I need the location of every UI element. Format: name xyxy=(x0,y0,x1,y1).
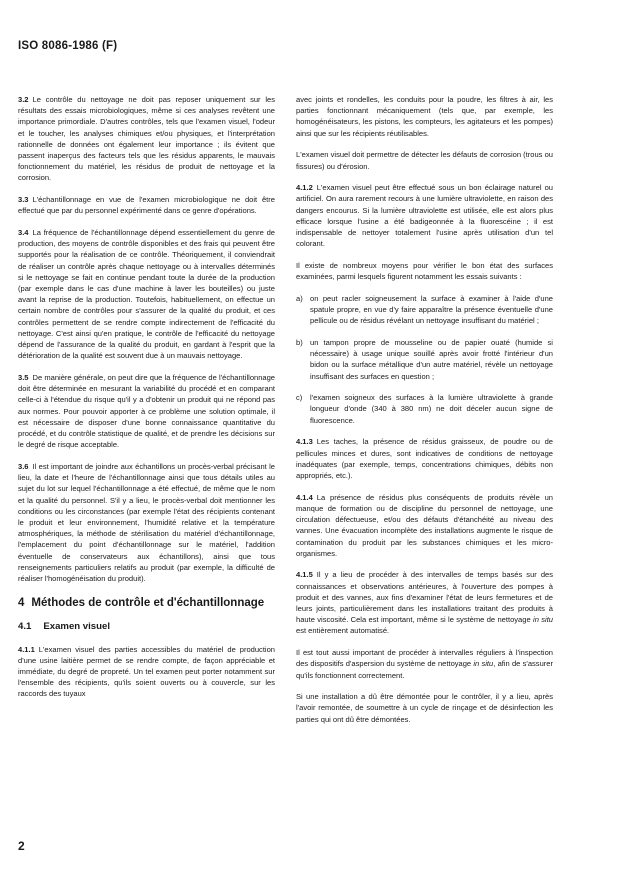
clause-number: 3.4 xyxy=(18,228,29,238)
clause-number: 4.1.2 xyxy=(296,183,313,193)
paragraph-4-1-5 xyxy=(296,569,553,636)
list-item-a xyxy=(296,293,553,327)
clause-number: 4.1.1 xyxy=(18,644,35,654)
list-label: c) xyxy=(296,393,303,403)
paragraph-3-3 xyxy=(18,194,275,216)
paragraph-3-2 xyxy=(18,94,275,184)
page-number: 2 xyxy=(18,839,25,853)
clause-number: 3.2 xyxy=(18,95,29,104)
clause-text: Le contrôle du nettoyage ne doit pas reposer uniquement sur les résultats des essais microbiologiques, même si ces analyses revêtent une importance primordiale. D'autres contrôles, tels que l'examen visuel, l'odeur et le toucher, les analyses chimiques et/ou physiques, et l'interprétation rationnelle de données ont également leur importance ; ils évitent que passent inaperçus des facteurs tels que les résidus apparents, le mauvais fonctionnement du matériel, les résidus de produit de nettoyage et la corrosion. xyxy=(18,95,275,183)
paragraph-4-1-3 xyxy=(296,436,553,481)
paragraph-3-5 xyxy=(18,372,275,450)
paragraph-4-1-1-continued: avec joints et rondelles, les conduits pour la poudre, les filtres à air, les parties fonctionnant mécaniquement (tels que, par exemple, les homogénéisateurs, les pistons, les compteurs, les agitateurs et les pompes) ainsi que sur les récipients réutilisables. xyxy=(296,95,553,138)
clause-text: L'examen visuel des parties accessibles du matériel de production d'une usine laitière permet de se rendre compte, de façon appréciable et immédiate, du degré de propreté. Un tel examen peut porter notamment sur l'ensemble des récipients, qu'ils soient ouverts ou à couvercle, sur les raccords des tuyaux xyxy=(18,644,275,699)
clause-text: De manière générale, on peut dire que la fréquence de l'échantillonnage doit être déterminée en mesurant la variabilité du procédé et en comparant celle-ci à l'étendue du risque qu'il y a d'obtenir un produit qui ne répond pas aux normes. Pour pouvoir apporter à ce problème une solution optimale, il est nécessaire de disposer d'une bonne connaissance quantitative du procédé, et du contrôle statistique de qualité, et de prendre les décisions sur le degré de risque acceptable. xyxy=(18,372,275,450)
clause-number: 4.1.3 xyxy=(296,437,313,447)
left-column xyxy=(18,94,275,710)
clause-number: 4.1.4 xyxy=(296,492,313,502)
list-label: b) xyxy=(296,337,303,347)
clause-italic: in situ xyxy=(473,659,494,669)
paragraph-4-1-5-inspection xyxy=(296,647,553,681)
right-column xyxy=(296,94,553,735)
list-item-c xyxy=(296,392,553,426)
clause-text: Les taches, la présence de résidus graisseux, de poudre ou de pellicules minces et dures, sont indicatives de conditions de nettoyage inadéquates (par exemple, temps, concentrations chimiques, débits non appropriés, etc.). xyxy=(296,437,553,480)
list-text: on peut racler soigneusement la surface à examiner à l'aide d'une spatule propre, en vue d'y faire apparaître la présence éventuelle d'une pellicule ou de résidus révélant un nettoyage insuffisant du matériel ; xyxy=(310,293,553,326)
clause-text-b: est entièrement automatisé. xyxy=(296,626,390,636)
paragraph-3-4 xyxy=(18,227,275,361)
clause-text-a: Il est tout aussi important de procéder à intervalles réguliers à l'inspection des dispositifs d'aspersion du système de nettoyage xyxy=(296,648,553,669)
list-label: a) xyxy=(296,293,303,303)
clause-text-b: , afin de s'assurer qu'ils fonctionnent correctement. xyxy=(296,659,553,680)
paragraph-4-1-5-reassembly: Si une installation a dû être démontée pour le contrôler, il y a lieu, après l'avoir remontée, de soumettre à un cycle de rinçage et de désinfection les parties qui ont dû être démontées. xyxy=(296,692,553,724)
list-text: l'examen soigneux des surfaces à la lumière ultraviolette à grande longueur d'onde (340 à 380 nm) ne doit déceler aucun signe de fluorescence. xyxy=(310,393,553,425)
clause-number: 3.3 xyxy=(18,195,29,205)
clause-number: 3.6 xyxy=(18,461,29,471)
section-number: 4 xyxy=(18,597,25,610)
clause-number: 3.5 xyxy=(18,372,29,382)
clause-text: L'échantillonnage en vue de l'examen microbiologique ne doit être effectué que par du personnel expérimenté dans ce genre d'opérations. xyxy=(18,195,275,216)
clause-text: L'examen visuel peut être effectué sous un bon éclairage naturel ou artificiel. On aura rarement recours à une lumière ultraviolette, en raison des dangers encourus. Si la lumière ultraviolette est utilisée, elle est alors plus efficace lorsque l'usine a été badigeonnée à la fluorescéine ; il est indispensable de nettoyer totalement l'usine après utilisation d'un tel colorant. xyxy=(296,183,553,249)
document-header: ISO 8086-1986 (F) xyxy=(18,40,118,52)
clause-text: La présence de résidus plus conséquents de produits révèle un manque de formation ou de discipline du personnel de nettoyage, une circulation défectueuse, et/ou des défauts d'étanchéité au niveau des vannes. Une évacuation incomplète des installations augmente le risque de contamination du produit par les substances chimiques et les micro-organismes. xyxy=(296,492,553,558)
paragraph-4-1-2 xyxy=(296,182,553,249)
paragraph-3-6 xyxy=(18,461,275,584)
paragraph-4-1-1-corrosion: L'examen visuel doit permettre de détecter les défauts de corrosion (trous ou fissures) ou d'érosion. xyxy=(296,150,553,171)
clause-text: Il est important de joindre aux échantillons un procès-verbal précisant le lieu, la date et l'heure de l'échantillonnage ainsi que tous détails utiles au sujet du lot sur lequel l'échantillonnage a été effectué, de même que le nom et la qualité du personnel. S'il y a lieu, le procès-verbal doit mentionner les conditions ou les circonstances (par exemple l'état des récipients contenant le produit et leur environnement, l'humidité relative et la température atmosphériques, la méthode de stérilisation du matériel d'échantillonnage, l'emplacement du point d'échantillonnage sur le matériel, l'addition éventuelle de conservateurs aux échantillons), ainsi que tous renseignements particuliers relatifs au produit (par exemple, la difficulté de réaliser l'homogénéisation du produit). xyxy=(18,461,275,583)
subsection-heading-4-1 xyxy=(18,621,275,632)
subsection-number: 4.1 xyxy=(18,621,32,633)
section-title-text: Méthodes de contrôle et d'échantillonnage xyxy=(31,597,265,610)
clause-text-a: Il y a lieu de procéder à des intervalles de temps basés sur des connaissances et observations antérieures, à l'ouverture des pompes à produit et des vannes, aux fins d'examiner l'état de leurs fermetures et de leurs joints, particulièrement dans les installations traitant des produits à haute viscosité. Cela est important, même si le système de nettoyage xyxy=(296,570,553,625)
clause-italic: in situ xyxy=(533,615,553,625)
paragraph-4-1-2-tests-intro: Il existe de nombreux moyens pour vérifier le bon état des surfaces examinées, parmi lesquels figurent notamment les essais suivants : xyxy=(296,260,553,282)
paragraph-4-1-1 xyxy=(18,644,275,700)
list-text: un tampon propre de mousseline ou de papier ouaté (humide si nécessaire) à usage unique souillé après avoir frotté l'intérieur d'un bidon ou la surface métallique d'un autre matériel, révèle un nettoyage insuffisant des surfaces en question ; xyxy=(310,337,553,381)
subsection-title-text: Examen visuel xyxy=(43,621,111,633)
clause-number: 4.1.5 xyxy=(296,570,313,580)
clause-text: La fréquence de l'échantillonnage dépend essentiellement du genre de production, des moyens de contrôle disponibles et des frais qui peuvent être supportés pour la réalisation de ce contrôle. Théoriquement, il conviendrait de réaliser un contrôle après chaque nettoyage ou à intervalles déterminés si le nettoyage se fait en continue pendant toute la durée de la production (par exemple dans le cas d'une machine à laver les bouteilles) ou juste avant la reprise de la production. Toutefois, habituellement, on effectue un certain nombre de contrôles pour s'assurer de la qualité du produit, et ces contrôles permettent de se rendre compte indirectement de l'efficacité du nettoyage. C'est ainsi qu'en pratique, le contrôle de l'efficacité du nettoyage dépend de l'assurance de la qualité du produit, en gardant à l'esprit que la détérioration de la qualité est souvent due à un mauvais nettoyage. xyxy=(18,228,275,361)
list-item-b xyxy=(296,337,553,382)
section-heading-4 xyxy=(18,598,275,609)
paragraph-4-1-4 xyxy=(296,492,553,559)
